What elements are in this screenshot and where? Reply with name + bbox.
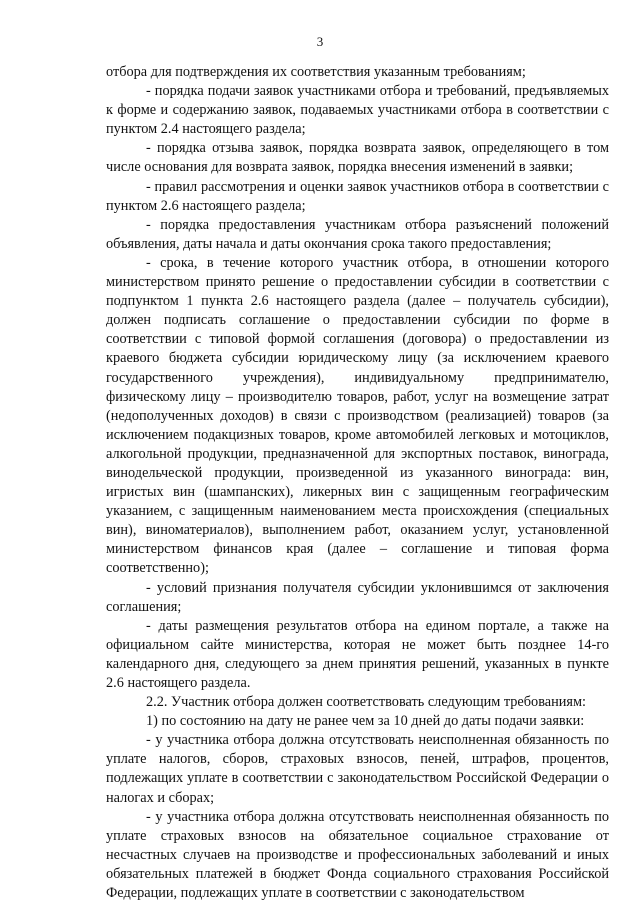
document-body (106, 63, 609, 903)
paragraph-results-dates: - даты размещения результатов отбора на едином портале, а также на официальном сайте министерства, которая не может быть позднее 14-го календарного дня, следующего за днем принятия решений, указанных в пункте 2.6 настоящего раздела. (106, 617, 609, 691)
paragraph-withdrawal-order: - порядка отзыва заявок, порядка возврата заявок, определяющего в том числе основания для возврата заявок, порядка внесения изменений в заявки; (106, 140, 609, 176)
paragraph-continuation: отбора для подтверждения их соответствия указанным требованиям; (106, 64, 526, 80)
paragraph-tax-obligation: - у участника отбора должна отсутствовать неисполненная обязанность по уплате налогов, сборов, страховых взносов, пеней, штрафов, процентов, подлежащих уплате в соответствии с законодательством Российской Федерации о налогах и сборах; (106, 732, 609, 806)
paragraph-evasion-conditions: - условий признания получателя субсидии уклонившимся от заключения соглашения; (106, 579, 609, 615)
paragraph-submission-order: - порядка подачи заявок участниками отбора и требований, предъявляемых к форме и содержанию заявок, подаваемых участниками отбора в соответствии с пунктом 2.4 настоящего раздела; (106, 83, 609, 138)
paragraph-item-1: 1) по состоянию на дату не ранее чем за 10 дней до даты подачи заявки: (146, 713, 585, 730)
paragraph-agreement-term: - срока, в течение которого участник отбора, в отношении которого министерством принято решение о предоставлении субсидии в соответствии с подпунктом 1 пункта 2.6 настоящего раздела (далее – получатель субсидии), должен подписать соглашение о предоставлении субсидии по форме в соответствии с типовой формой соглашения (договора) о предоставлении из краевого бюджета субсидии юридическому лицу (за исключением краевого государственного учреждения), индивидуальному предпринимателю, физическому лицу – производителю товаров, работ, услуг на возмещение затрат (недополученных доходов) в связи с производством (реализацией) товаров (за исключением подакцизных товаров, кроме автомобилей легковых и мотоциклов, алкогольной продукции, предназначенной для экспортных поставок, винограда, винодельческой продукции, произведенной из указанного винограда: вин, игристых вин (шампанских), ликерных вин с защищенным географическим указанием, с защищенным наименованием места происхождения (специальных вин), виноматериалов), выполнением работ, оказанием услуг, установленной министерством финансов края (далее – соглашение и типовая форма соответственно); (106, 254, 609, 577)
paragraph-section-2-2: 2.2. Участник отбора должен соответствовать следующим требованиям: (146, 694, 586, 711)
page-number: 3 (316, 34, 324, 49)
paragraph-insurance-obligation: - у участника отбора должна отсутствовать неисполненная обязанность по уплате страховых взносов на обязательное социальное страхование от несчастных случаев на производстве и профессиональных заболеваний и иных обязательных платежей в бюджет Фонда социального страхования Российской Федерации, подлежащих уплате в соответствии с законодательством (106, 808, 609, 902)
paragraph-clarifications: - порядка предоставления участникам отбора разъяснений положений объявления, даты начала и даты окончания срока такого предоставления; (106, 216, 609, 252)
paragraph-evaluation-rules: - правил рассмотрения и оценки заявок участников отбора в соответствии с пунктом 2.6 настоящего раздела; (106, 178, 609, 214)
